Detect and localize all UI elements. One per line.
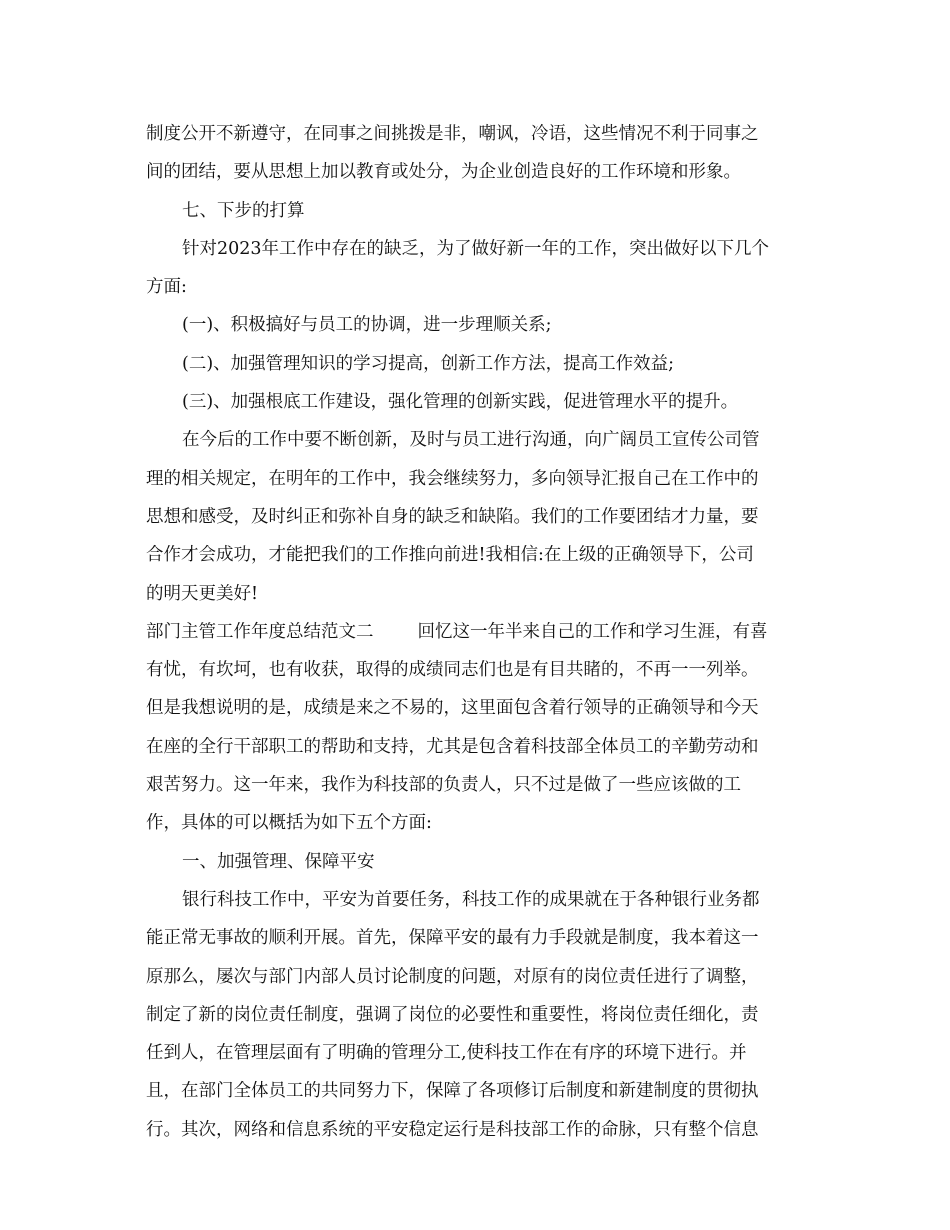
text-line: 的明天更美好!	[146, 583, 259, 604]
text-line: 艰苦努力。这一年来，我作为科技部的负责人，只不过是做了一些应该做的工	[146, 775, 741, 796]
text-line: 合作才会成功，才能把我们的工作推向前进!我相信:在上级的正确领导下，公司	[146, 545, 754, 566]
list-item: (三)、加强根底工作建设，强化管理的创新实践，促进管理水平的提升。	[182, 392, 739, 413]
section-heading-management: 一、加强管理、保障平安	[182, 851, 375, 872]
text-line: 在今后的工作中要不断创新，及时与员工进行沟通，向广阔员工宣传公司管	[182, 430, 760, 451]
list-item: (二)、加强管理知识的学习提高，创新工作方法，提高工作效益;	[182, 353, 675, 374]
text-line: 间的团结，要从思想上加以教育或处分，为企业创造良好的工作环境和形象。	[146, 162, 741, 183]
text-line: 任到人，在管理层面有了明确的管理分工,使科技工作在有序的环境下进行。并	[146, 1043, 747, 1064]
section-heading-plan: 七、下步的打算	[182, 200, 305, 221]
section-heading: 部门主管工作年度总结范文二	[146, 621, 374, 642]
text-line: 行。其次，网络和信息系统的平安稳定运行是科技部工作的命脉，只有整个信息	[146, 1119, 759, 1140]
text-line: 理的相关规定，在明年的工作中，我会继续努力，多向领导汇报自己在工作中的	[146, 468, 759, 489]
text-line: 在座的全行干部职工的帮助和支持，尤其是包含着科技部全体员工的辛勤劳动和	[146, 736, 759, 757]
list-item: (一)、积极搞好与员工的协调，进一步理顺关系;	[182, 315, 552, 336]
text-line: 且，在部门全体员工的共同努力下，保障了各项修订后制度和新建制度的贯彻执	[146, 1081, 759, 1102]
section-first-line: 回忆这一年半来自己的工作和学习生涯，有喜	[417, 621, 768, 642]
text-line: 思想和感受，及时纠正和弥补自身的缺乏和缺陷。我们的工作要团结才力量，要	[146, 506, 759, 527]
text-line: 银行科技工作中，平安为首要任务，科技工作的成果就在于各种银行业务都	[182, 889, 760, 910]
text-line: 制度公开不新遵守，在同事之间挑拨是非，嘲讽，冷语，这些情况不利于同事之	[146, 124, 759, 144]
text-line: 但是我想说明的是，成绩是来之不易的，这里面包含着行领导的正确领导和今天	[146, 698, 759, 719]
text-line: 制定了新的岗位责任制度，强调了岗位的必要性和重要性，将岗位责任细化，责	[146, 1004, 759, 1025]
text-line: 有忧，有坎坷，也有收获，取得的成绩同志们也是有目共睹的，不再一一列举。	[146, 660, 759, 681]
text-line: 能正常无事故的顺利开展。首先，保障平安的最有力手段就是制度，我本着这一	[146, 928, 759, 949]
text-line: 方面:	[146, 277, 187, 298]
document-body	[146, 115, 811, 1149]
text-line: 针对2023年工作中存在的缺乏，为了做好新一年的工作，突出做好以下几个	[182, 238, 770, 259]
section-heading-line	[146, 613, 811, 651]
text-line: 作，具体的可以概括为如下五个方面:	[146, 813, 432, 834]
text-line: 原那么，屡次与部门内部人员讨论制度的问题，对原有的岗位责任进行了调整，	[146, 966, 759, 987]
